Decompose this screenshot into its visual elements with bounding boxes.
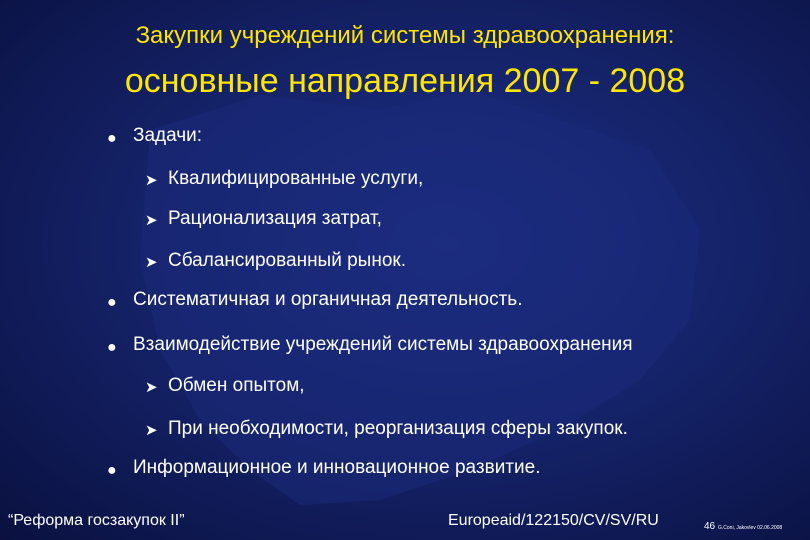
bullet-icon: ● (107, 462, 117, 479)
bullet-4-text: Информационное и инновационное развитие. (133, 457, 541, 478)
bullet-3-text: Взаимодействие учреждений системы здравоохранения (133, 334, 633, 355)
arrow-icon: ➤ (145, 254, 158, 271)
bullet-1-text: Задачи: (133, 125, 203, 146)
bullet-icon: ● (107, 339, 117, 356)
arrow-icon: ➤ (145, 172, 158, 189)
footer-author-date: G.Coni, Jakovlev 02.06.2008 (718, 525, 783, 531)
bullet-icon: ● (107, 294, 117, 311)
footer-project-title: “Реформа госзакупок II” (8, 512, 185, 529)
subitem-3-2: При необходимости, реорганизация сферы закупок. (168, 418, 628, 439)
subitem-1-3: Сбалансированный рынок. (168, 250, 406, 271)
subitem-3-1: Обмен опытом, (168, 375, 305, 396)
footer-project-code: Europeaid/122150/CV/SV/RU (448, 512, 659, 529)
arrow-icon: ➤ (145, 422, 158, 439)
subitem-1-1: Квалифицированные услуги, (168, 168, 424, 189)
subitem-1-2: Рационализация затрат, (168, 208, 382, 229)
title-line-2: основные направления 2007 - 2008 (124, 62, 686, 100)
bullet-icon: ● (107, 130, 117, 147)
arrow-icon: ➤ (145, 212, 158, 229)
title-line-1: Закупки учреждений системы здравоохранения: (135, 22, 675, 49)
arrow-icon: ➤ (145, 379, 158, 396)
page-number: 46 (704, 521, 716, 532)
bullet-2-text: Систематичная и органичная деятельность. (133, 289, 523, 310)
